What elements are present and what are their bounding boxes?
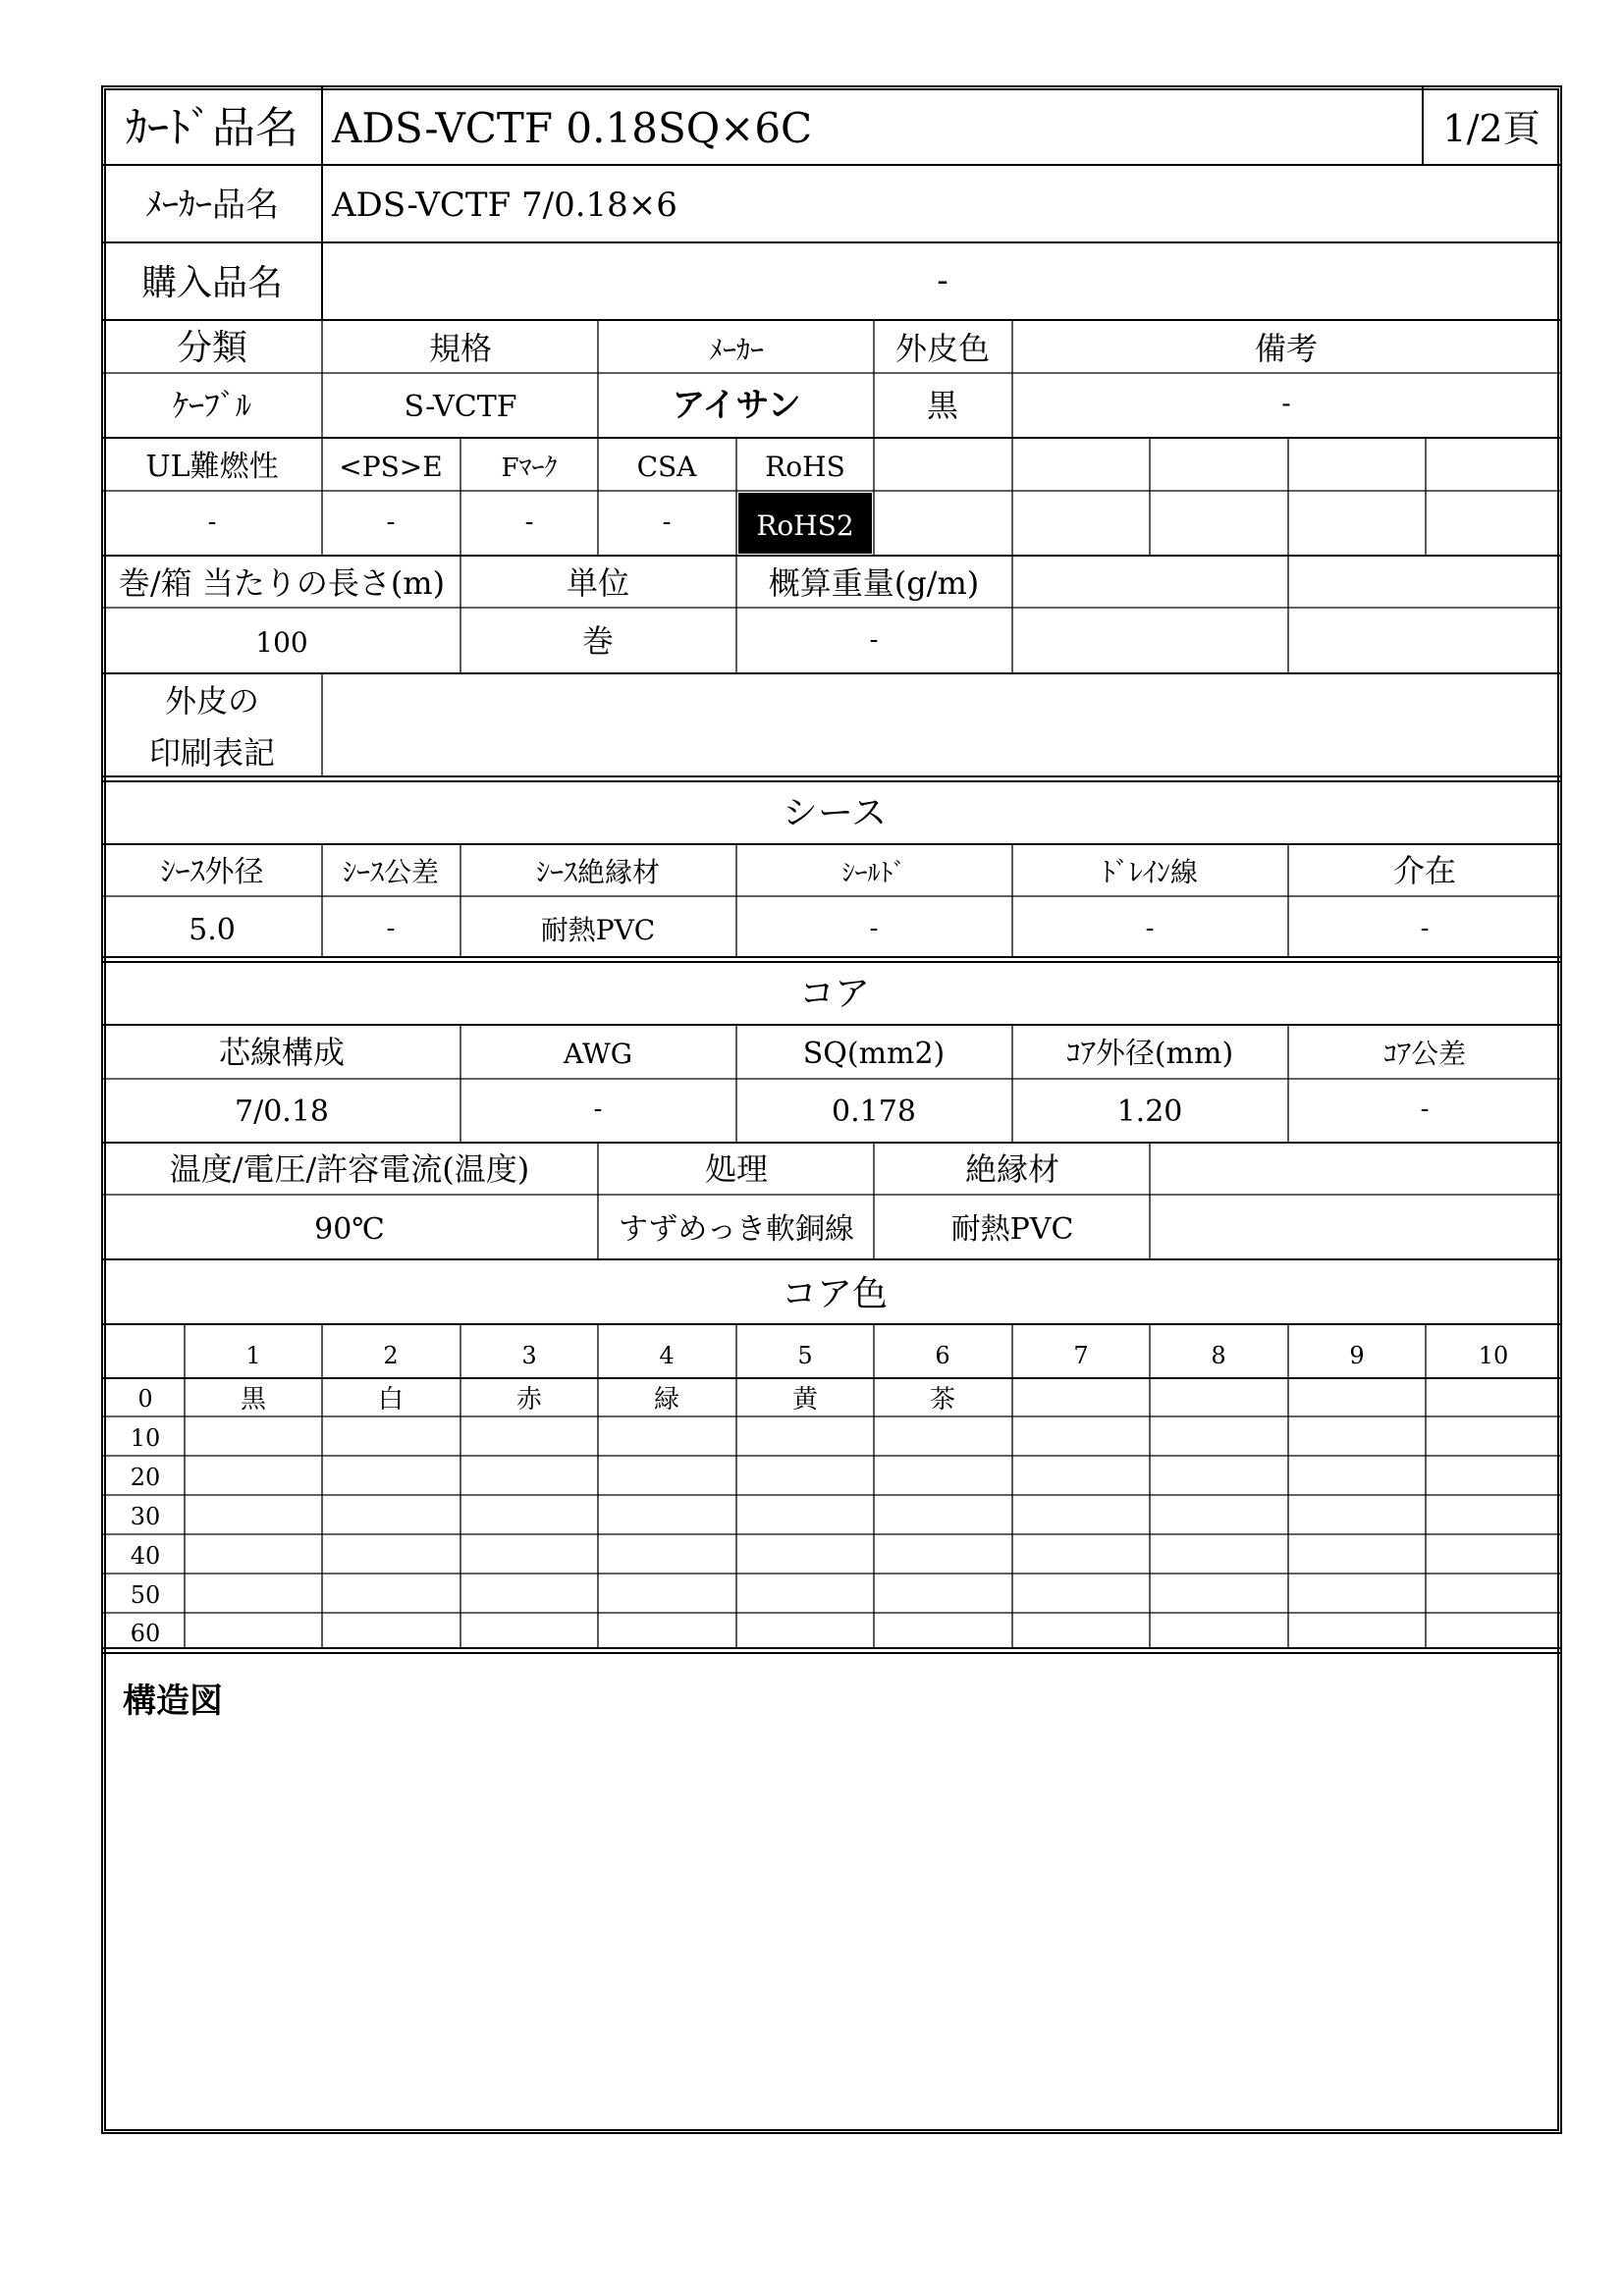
approx-weight-value: - xyxy=(869,625,879,655)
rating-value-temperature: 90℃ xyxy=(314,1212,385,1247)
core-color-row-label: 50 xyxy=(130,1581,161,1609)
core-value-awg: - xyxy=(593,1095,603,1124)
classification-value-maker: アイサン xyxy=(672,386,801,425)
classification-value-sheath-color: 黒 xyxy=(926,387,959,424)
core-color-cell: 黒 xyxy=(240,1385,267,1415)
classification-header-sheath-color: 外皮色 xyxy=(894,330,991,367)
print-marking-label-line2: 印刷表記 xyxy=(148,734,276,772)
classification-header-category: 分類 xyxy=(176,328,248,368)
core-color-row-label: 40 xyxy=(130,1542,161,1570)
compliance-value-pse: - xyxy=(386,507,396,537)
core-color-row-label: 60 xyxy=(130,1620,161,1647)
sheath-header-filler: 介在 xyxy=(1392,852,1457,889)
rating-value-treatment: すずめっき軟銅線 xyxy=(619,1212,854,1247)
core-color-col-header: 4 xyxy=(659,1342,675,1369)
compliance-value-f-mark: - xyxy=(524,507,534,537)
core-header-tolerance: ｺｱ公差 xyxy=(1382,1038,1467,1070)
classification-value-standard: S-VCTF xyxy=(404,390,517,424)
rating-header-insulation: 絶縁材 xyxy=(964,1150,1060,1188)
core-color-row-label: 10 xyxy=(130,1424,161,1452)
compliance-header-rohs: RoHS xyxy=(765,451,845,483)
core-value-conductor: 7/0.18 xyxy=(235,1095,329,1129)
core-color-cell: 白 xyxy=(377,1385,405,1415)
compliance-value-csa: - xyxy=(662,507,672,537)
sheath-value-tolerance: - xyxy=(386,914,396,943)
maker-name-value: ADS-VCTF 7/0.18×6 xyxy=(332,186,677,225)
classification-value-remarks: - xyxy=(1281,387,1291,419)
core-header-sq: SQ(mm2) xyxy=(802,1037,946,1071)
core-value-sq: 0.178 xyxy=(832,1095,916,1129)
core-color-cell: 緑 xyxy=(653,1385,680,1415)
sheath-header-insulation: ｼｰｽ絶縁材 xyxy=(535,856,661,888)
core-value-outer-diameter: 1.20 xyxy=(1116,1095,1183,1129)
core-color-col-header: 2 xyxy=(383,1342,399,1369)
length-per-roll-label: 巻/箱 当たりの長さ(m) xyxy=(118,564,446,602)
card-name-value: ADS-VCTF 0.18SQ×6C xyxy=(332,104,813,152)
core-color-cell: 赤 xyxy=(515,1385,543,1415)
sheath-section-title: シース xyxy=(782,793,888,833)
sheath-value-filler: - xyxy=(1420,914,1430,943)
core-color-col-header: 5 xyxy=(797,1342,813,1369)
core-color-cell: 茶 xyxy=(929,1385,956,1415)
core-color-row-label: 20 xyxy=(130,1464,161,1491)
maker-name-label: ﾒｰｶｰ品名 xyxy=(145,186,279,225)
compliance-header-f-mark: Fﾏｰｸ xyxy=(501,454,558,483)
core-color-col-header: 7 xyxy=(1073,1342,1089,1369)
unit-value: 巻 xyxy=(581,622,615,660)
compliance-value-ul: - xyxy=(207,507,217,537)
classification-header-remarks: 備考 xyxy=(1254,330,1319,367)
core-color-cell: 黄 xyxy=(791,1385,819,1415)
core-color-col-header: 1 xyxy=(245,1342,261,1369)
classification-header-maker: ﾒｰｶｰ xyxy=(708,334,765,366)
core-header-awg: AWG xyxy=(563,1038,633,1070)
core-color-col-header: 10 xyxy=(1478,1342,1509,1369)
sheath-header-outer-diameter: ｼｰｽ外径 xyxy=(160,855,264,889)
rating-value-insulation: 耐熱PVC xyxy=(950,1212,1074,1247)
purchase-name-label: 購入品名 xyxy=(140,263,284,303)
rating-header-treatment: 処理 xyxy=(704,1150,769,1188)
structure-diagram-title: 構造図 xyxy=(123,1682,223,1721)
page-indicator: 1/2頁 xyxy=(1442,107,1541,150)
core-value-tolerance: - xyxy=(1420,1095,1430,1124)
core-header-outer-diameter: ｺｱ外径(mm) xyxy=(1065,1037,1234,1071)
rating-header-temperature: 温度/電圧/許容電流(温度) xyxy=(169,1150,530,1188)
sheath-value-drain-wire: - xyxy=(1145,914,1155,943)
core-color-row-label: 30 xyxy=(130,1503,161,1530)
core-color-col-header: 9 xyxy=(1349,1342,1365,1369)
sheath-header-shield: ｼｰﾙﾄﾞ xyxy=(841,859,906,888)
compliance-header-ul: UL難燃性 xyxy=(145,450,279,484)
core-color-col-header: 8 xyxy=(1211,1342,1226,1369)
card-name-label: ｶｰﾄﾞ品名 xyxy=(126,103,298,153)
classification-header-standard: 規格 xyxy=(428,330,493,367)
core-colors-section-title: コア色 xyxy=(781,1274,889,1314)
compliance-header-csa: CSA xyxy=(636,451,697,483)
core-color-row-labels xyxy=(131,1385,161,1647)
approx-weight-label: 概算重量(g/m) xyxy=(768,564,980,602)
compliance-header-pse: <PS>E xyxy=(339,451,443,483)
core-header-conductor: 芯線構成 xyxy=(218,1034,346,1071)
structure-diagram-area xyxy=(108,1730,1555,2127)
core-color-col-header: 6 xyxy=(935,1342,950,1369)
core-color-row-label: 0 xyxy=(137,1385,153,1413)
core-color-column-headers xyxy=(245,1342,1508,1369)
print-marking-label-line1: 外皮の xyxy=(164,682,260,720)
length-per-roll-value: 100 xyxy=(255,626,308,659)
unit-label: 単位 xyxy=(566,564,630,602)
sheath-value-insulation: 耐熱PVC xyxy=(540,914,656,946)
core-section-title: コア xyxy=(798,974,871,1014)
sheath-value-shield: - xyxy=(869,914,879,943)
purchase-name-value: - xyxy=(937,261,948,300)
classification-value-category: ｹｰﾌﾞﾙ xyxy=(172,387,252,424)
sheath-value-outer-diameter: 5.0 xyxy=(189,913,236,947)
compliance-value-rohs: RoHS2 xyxy=(756,509,854,542)
sheath-header-drain-wire: ﾄﾞﾚｲﾝ線 xyxy=(1101,856,1199,888)
sheath-header-tolerance: ｼｰｽ公差 xyxy=(342,856,440,888)
core-color-col-header: 3 xyxy=(521,1342,537,1369)
